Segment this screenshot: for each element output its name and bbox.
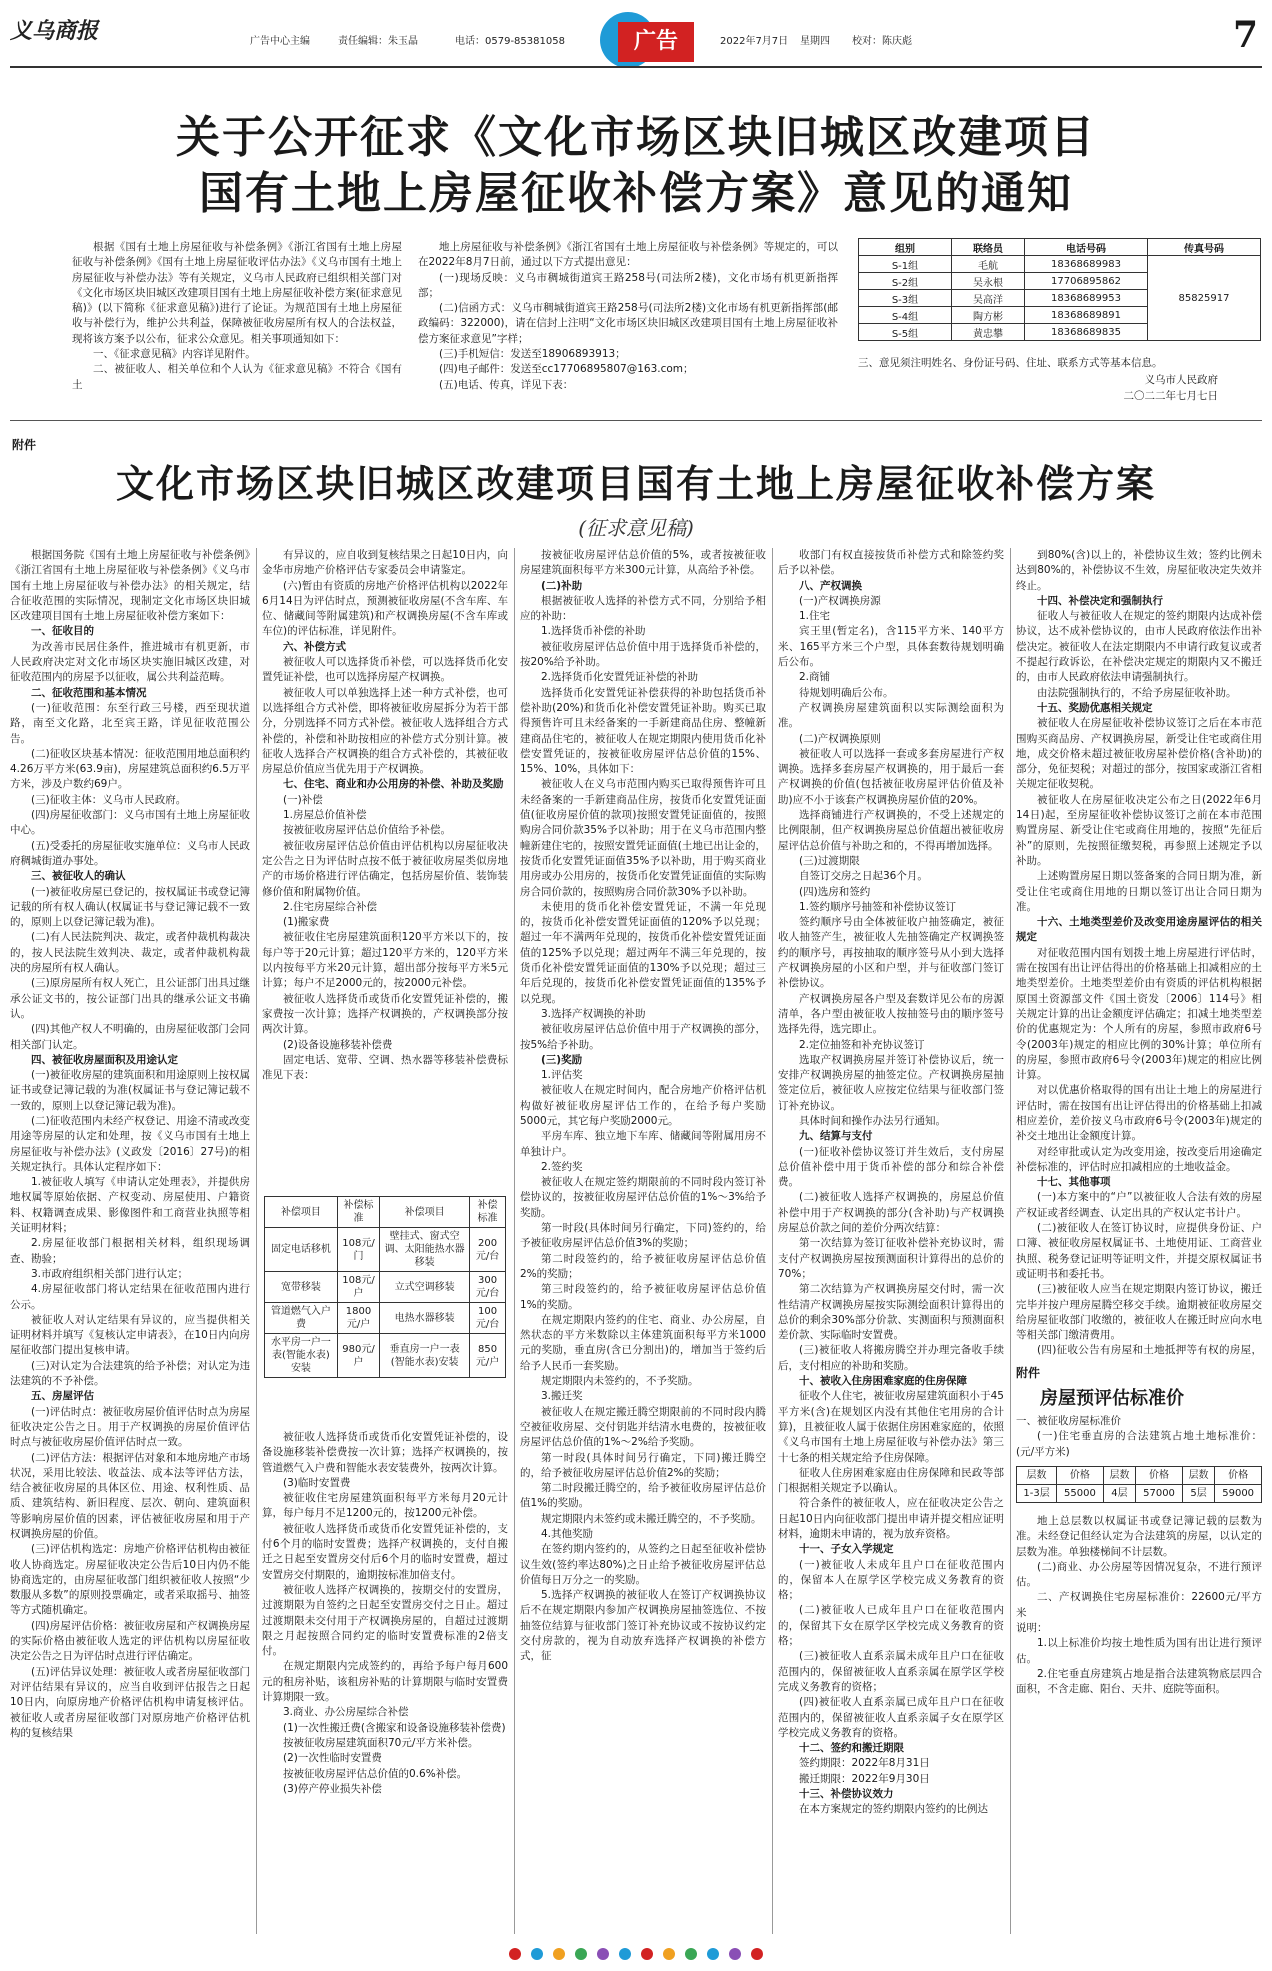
plan-heading: 七、住宅、商业和办公用房的补偿、补助及奖励 bbox=[283, 778, 504, 791]
table-header-cell: 传真号码 bbox=[1148, 239, 1261, 256]
table-cell: S-5组 bbox=[859, 324, 952, 341]
footer-dot bbox=[597, 1948, 609, 1960]
plan-paragraph: 被征收人在规定搬迁腾空期限前的不同时段内腾空被征收房屋、交付钥匙并结清水电费的，按被征收房屋评估总价值的1%～2%给予奖励。 bbox=[520, 1405, 766, 1449]
plan-paragraph: 签约顺序号由全体被征收户抽签确定，被征收人抽签产生，被征收人先抽签确定产权调换签约的顺序号，再按抽取的顺序签号从小到大选择产权调换房屋的小区和户型，并与征收部门签订补偿协议。 bbox=[778, 916, 1004, 990]
footer-dot bbox=[663, 1948, 675, 1960]
plan-heading: 二、征收范围和基本情况 bbox=[31, 686, 147, 699]
plan-column-2-cont bbox=[262, 1430, 508, 1934]
footer-dot bbox=[751, 1948, 763, 1960]
table-header-row bbox=[859, 239, 1261, 256]
plan-heading: 十一、子女入学规定 bbox=[799, 1543, 894, 1556]
plan-paragraph: 3.搬迁奖 bbox=[541, 1390, 583, 1403]
plan-paragraph: 2.选择货币化安置凭证补偿的补助 bbox=[541, 671, 699, 684]
plan-paragraph: (六)暂由有资质的房地产价格评估机构以2022年6月14日为评估时点，预测被征收房屋(不含车库、车位、储藏间等附属建筑)和产权调换房屋(不含车库或车位)的评估标准，详见附件。 bbox=[262, 579, 508, 638]
table-cell: 55000 bbox=[1057, 1485, 1104, 1503]
plan-paragraph: 收部门有权直接按货币补偿方式和除签约奖后予以补偿。 bbox=[778, 549, 1004, 577]
table-header-cell: 层数 bbox=[1182, 1467, 1214, 1485]
plan-paragraph: 征收个人住宅，被征收房屋建筑面积小于45平方米(含)在规划区内没有其他住宅用房的合计算)，且被征收人属于依据住房困难家庭的，依照《义乌市国有土地上房屋征收与补偿办法》第三十七条的相关规定给予住房保障。 bbox=[778, 1390, 1004, 1464]
plan-heading: (三)奖励 bbox=[541, 1053, 583, 1066]
table-cell: S-1组 bbox=[859, 256, 952, 273]
notice-column-1 bbox=[72, 240, 402, 402]
table-cell: 宽带移装 bbox=[265, 1272, 338, 1303]
plan-paragraph: (一)产权调换房源 bbox=[799, 594, 881, 607]
notice-title-line1: 关于公开征求《文化市场区块旧城区改建项目 bbox=[176, 112, 1096, 163]
table-row bbox=[859, 256, 1261, 273]
price-attachment-label: 附件 bbox=[1016, 1366, 1041, 1380]
plan-paragraph: 被征收人在规定签约期限前的不同时段内签订补偿协议的，按被征收房屋评估总价值的1%～3%给予奖励。 bbox=[520, 1176, 766, 1219]
notice-sign-org: 义乌市人民政府 bbox=[1144, 374, 1218, 386]
table-row bbox=[1017, 1485, 1262, 1503]
plan-paragraph: 上述购置房屋日期以签备案的合同日期为准，新受让住宅或商住用地的日期以签订出让合同日期为准。 bbox=[1016, 870, 1262, 913]
notice-title-line2: 国有土地上房屋征收补偿方案》意见的通知 bbox=[199, 168, 1073, 219]
table-header-cell: 补偿项目 bbox=[380, 1197, 470, 1228]
plan-paragraph: 4.房屋征收部门将认定结果在征收范围内进行公示。 bbox=[10, 1283, 250, 1311]
plan-paragraph: 第二时段搬迁腾空的，给予被征收房屋评估总价值1%的奖励。 bbox=[520, 1482, 766, 1510]
plan-paragraph: (2)设备设施移装补偿费 bbox=[283, 1038, 393, 1051]
table-cell: S-4组 bbox=[859, 307, 952, 324]
table-cell: 18368689891 bbox=[1025, 307, 1148, 324]
price-line: 一、被征收房屋标准价 bbox=[1016, 1415, 1121, 1427]
plan-paragraph: 按被征收房屋评估总价值的0.6%补偿。 bbox=[283, 1767, 468, 1780]
table-header-row bbox=[265, 1197, 506, 1228]
plan-heading: 十二、签约和搬迁期限 bbox=[799, 1742, 904, 1755]
price-table bbox=[1016, 1466, 1262, 1503]
table-cell: 980元/户 bbox=[337, 1334, 379, 1378]
footer-dot bbox=[531, 1948, 543, 1960]
plan-paragraph: (四)被征收人直系亲属已成年且户口在征收范围内的，保留被征收人直系亲属子女在原学区学校完成义务教育的资格。 bbox=[778, 1696, 1004, 1739]
plan-paragraph: (三)被征收人直系亲属未成年且户口在征收范围内的，保留被征收人直系亲属在原学区学校完成义务教育的资格； bbox=[778, 1650, 1004, 1693]
plan-paragraph: 1.被征收人填写《申请认定处理表》，并提供房地权属等原始依据、产权变动、房屋使用、户籍资料、权籍调查成果、影像图件和工商营业执照等相关证明材料； bbox=[10, 1176, 250, 1235]
table-cell: 4层 bbox=[1103, 1485, 1135, 1503]
notice-paragraph: 根据《国有土地上房屋征收与补偿条例》《浙江省国有土地上房屋征收与补偿条例》《国有土地上房屋征收评估办法》《义乌市国有土地上房屋征收与补偿办法》等有关规定，义乌市人民政府已组织相关部门对《文化市场区块旧城区改建项目国有土地上房屋征收补偿方案(征求意见稿)》(以下简称《征求意见稿》)进行了论证。为规范国有土地上房屋征收与补偿行为，维护公共利益，保障被征收房屋所有权人的合法权益，现将该方案予以公布，征求公众意见。相关事项通知如下： bbox=[72, 241, 402, 345]
plan-paragraph: (1)搬家费 bbox=[283, 916, 330, 929]
plan-paragraph: 对以优惠价格取得的国有出让土地上的房屋进行评估时，需在按国有出让评估得出的价格基础上扣减相应差价，差价按义乌市政府6号令(2003年)规定的补交土地出让金额度计算。 bbox=[1016, 1084, 1262, 1143]
plan-paragraph: (一)征收补偿协议签订并生效后，支付房屋总价值补偿中用于货币补偿的部分和综合补偿费。 bbox=[778, 1145, 1004, 1189]
table-cell: 吴永根 bbox=[952, 273, 1025, 290]
footer-dot bbox=[509, 1948, 521, 1960]
plan-title: 文化市场区块旧城区改建项目国有土地上房屋征收补偿方案 bbox=[115, 462, 1156, 506]
plan-subtitle: (征求意见稿) bbox=[578, 516, 694, 540]
plan-paragraph: (三)被征收人将搬房腾空并办理完备收手续后，支付相应的补助和奖励。 bbox=[778, 1344, 1004, 1372]
table-header-row bbox=[1017, 1467, 1262, 1485]
plan-paragraph: (二)产权调换原则 bbox=[799, 732, 881, 745]
header-rule bbox=[10, 66, 1262, 68]
plan-heading: 十五、奖励优惠相关规定 bbox=[1037, 701, 1153, 714]
plan-paragraph: 1.签约顺序号抽签和补偿协议签订 bbox=[799, 900, 957, 913]
table-header-cell: 价格 bbox=[1215, 1467, 1262, 1485]
plan-paragraph: 2.房屋征收部门根据相关材料，组织现场调查、勘验； bbox=[10, 1237, 250, 1265]
plan-paragraph: 被征收住宅房屋建筑面积120平方米以下的，按每户等于20元计算；超过120平方米的，120平方米以内按每平方米20元计算，超出部分按每平方米5元计算；每户不足2000元的，按2000元补偿。 bbox=[262, 931, 508, 990]
plan-paragraph: (五)受委托的房屋征收实施单位：义乌市人民政府稠城街道办事处。 bbox=[10, 839, 250, 867]
plan-paragraph: 被征收人对认定结果有异议的，应当提供相关证明材料并填写《复核认定申请表》，在10日内向房屋征收部门提出复核申请。 bbox=[10, 1313, 250, 1357]
notice-paragraph: (二)信函方式：义乌市稠城街道宾王路258号(司法所2楼)文化市场有机更新指挥部(邮政编码：322000)，请在信封上注明“文化市场区块旧城区改建项目国有土地上房屋征收补偿方案征求意见”字样； bbox=[418, 302, 838, 345]
notice-paragraph: (一)现场反映：义乌市稠城街道宾王路258号(司法所2楼)，文化市场有机更新指挥部； bbox=[418, 271, 838, 299]
plan-heading: 十、被收入住房困难家庭的住房保障 bbox=[799, 1375, 967, 1388]
table-cell: 吴高洋 bbox=[952, 290, 1025, 307]
table-cell: 18368689835 bbox=[1025, 324, 1148, 341]
price-title: 房屋预评估标准价 bbox=[1040, 1388, 1184, 1409]
notice-sign-date: 二〇二二年七月七日 bbox=[1123, 390, 1218, 402]
plan-paragraph: 1.评估奖 bbox=[541, 1069, 583, 1082]
plan-paragraph: (二)征收区块基本情况：征收范围用地总面积约4.26万平方米(63.9亩)，房屋建筑总面积约6.5万平方米，涉及户数约69户。 bbox=[10, 747, 250, 791]
table-cell: 108元/门 bbox=[337, 1228, 379, 1272]
price-paragraph: 二、产权调换住宅房屋标准价：22600元/平方米 bbox=[1016, 1591, 1262, 1619]
plan-heading: 六、补偿方式 bbox=[283, 640, 346, 653]
plan-heading: 五、房屋评估 bbox=[31, 1390, 94, 1403]
plan-heading: 三、被征收人的确认 bbox=[31, 870, 126, 883]
plan-paragraph: 按被征收房屋评估总价值给予补偿。 bbox=[283, 824, 451, 837]
price-note: 2.住宅垂直房建筑占地是指合法建筑物底层四合面积，不含走廊、阳台、天井、庭院等面积。 bbox=[1016, 1667, 1262, 1696]
plan-paragraph: 产权调换房屋各户型及套数详见公布的房源清单，各户型由被征收人按抽签号由的顺序签号选择先得，选完即止。 bbox=[778, 992, 1004, 1036]
plan-paragraph: 被征收人在房屋征收决定公布之日(2022年6月14日)起，至房屋征收补偿协议签订之前在本市范围购置房屋、新受让住宅或商住用地的，按照“先征后补”的原则，先按照征缴契税，再参照上述规定予以补助。 bbox=[1016, 793, 1262, 867]
plan-paragraph: 被征收人可以选择一套或多套房屋进行产权调换。选择多套房屋产权调换的，用于最后一套产权调换的价值(包括被征收房屋评估价值及补助)应不小于该套产权调换房屋价值的20%。 bbox=[778, 747, 1004, 806]
header-weekday: 星期四 bbox=[800, 36, 830, 47]
plan-heading: 十六、土地类型差价及改变用途房屋评估的相关规定 bbox=[1016, 916, 1262, 944]
notice-note bbox=[858, 356, 1218, 372]
plan-paragraph: (五)评估异议处理：被征收人或者房屋征收部门对评估结果有异议的，应当自收到评估报告之日起10日内，向原房地产价格评估机构申请复核评估。被征收人或者房屋征收部门对原房地产价格评估机构的复核结果 bbox=[10, 1665, 250, 1739]
plan-paragraph: 固定电话、宽带、空调、热水器等移装补偿费标准见下表： bbox=[262, 1053, 508, 1082]
plan-column-3 bbox=[520, 548, 766, 1934]
plan-heading: 九、结算与支付 bbox=[799, 1130, 873, 1143]
plan-paragraph: (3)停产停业损失补偿 bbox=[283, 1782, 382, 1795]
plan-paragraph: 第一时段(具体时间另行确定，下同)搬迁腾空的，给予被征收房屋评估总价值2%的奖励； bbox=[520, 1451, 766, 1479]
plan-paragraph: (一)被征收房屋的建筑面积和用途原则上按权属证书或登记簿记载的为准(权属证书与登记簿记载不一致的，原则上以登记簿记载为准)。 bbox=[10, 1069, 250, 1112]
plan-paragraph: 被征收房屋评估总价值中用于产权调换的部分，按5%给予补助。 bbox=[520, 1023, 766, 1051]
plan-paragraph: (二)被征收人在签订协议时，应提供身份证、户口簿、被征收房屋权属证书、土地使用证、工商营业执照、税务登记证明等证明文件，并提交原权属证书或证明书和委托书。 bbox=[1016, 1222, 1262, 1280]
table-cell: 59000 bbox=[1215, 1485, 1262, 1503]
plan-paragraph: 被征收人可以选择货币补偿，可以选择货币化安置凭证补偿，也可以选择房屋产权调换。 bbox=[262, 656, 508, 684]
plan-paragraph: 第一时段(具体时间另行确定，下同)签约的，给予被征收房屋评估总价值3%的奖励； bbox=[520, 1222, 766, 1250]
plan-heading: 十七、其他事项 bbox=[1037, 1176, 1111, 1189]
plan-paragraph: 具体时间和操作办法另行通知。 bbox=[799, 1114, 946, 1127]
table-cell: 300元/台 bbox=[470, 1272, 506, 1303]
plan-paragraph: 被征收人选择货币或货币化安置凭证补偿的，支付6个月的临时安置费；选择产权调换的，支付自搬迁之日起至安置房交付后6个月的临时安置费，超过安置房交付期限的，逾期按标准加倍支付。 bbox=[262, 1522, 508, 1581]
plan-paragraph: 2.商铺 bbox=[799, 671, 831, 684]
plan-paragraph: 由法院强制执行的，不给予房屋征收补助。 bbox=[1037, 686, 1237, 699]
plan-paragraph: 被征收房屋评估总价值中用于选择货币补偿的，按20%给予补助。 bbox=[520, 640, 766, 669]
plan-paragraph: 根据被征收人选择的补偿方式不同，分别给予相应的补助： bbox=[520, 594, 766, 623]
plan-paragraph: 2.住宅房屋综合补偿 bbox=[283, 900, 378, 913]
column-divider bbox=[1010, 548, 1011, 1934]
table-cell: 18368689983 bbox=[1025, 256, 1148, 273]
price-notes bbox=[1016, 1514, 1262, 1934]
header-editor: 责任编辑：朱玉晶 bbox=[338, 36, 418, 47]
plan-paragraph: 按被征收房屋建筑面积70元/平方米补偿。 bbox=[283, 1736, 479, 1749]
plan-paragraph: 自签订交房之日起36个月。 bbox=[799, 870, 928, 883]
footer-dot bbox=[685, 1948, 697, 1960]
page-number: 7 bbox=[1232, 14, 1258, 56]
table-header-cell: 层数 bbox=[1017, 1467, 1057, 1485]
plan-paragraph: (一)本方案中的“户”以被征收人合法有效的房屋产权证或者经调查、认定出具的产权认定书计户。 bbox=[1016, 1191, 1262, 1219]
footer-decoration bbox=[0, 1944, 1272, 1964]
table-header-cell: 补偿标准 bbox=[337, 1197, 379, 1228]
table-cell: 200元/台 bbox=[470, 1228, 506, 1272]
plan-paragraph: 1.住宅 bbox=[799, 610, 831, 623]
table-cell: 管道燃气入户费 bbox=[265, 1303, 338, 1334]
table-cell: 1800元/户 bbox=[337, 1303, 379, 1334]
plan-paragraph: 在规定期限内完成签约的，再给予每户每月600元的租房补贴，该租房补贴的计算期限与临时安置费计算期限一致。 bbox=[262, 1660, 508, 1704]
section-badge: 广告 bbox=[618, 22, 694, 62]
price-note-title: 说明： bbox=[1016, 1622, 1048, 1635]
plan-heading: (二)补助 bbox=[541, 579, 583, 592]
plan-paragraph: (三)评估机构选定：房地产价格评估机构由被征收人协商选定。房屋征收决定公告后10日内仍不能协商选定的，由房屋征收部门组织被征收人按照“少数服从多数”的原则投票确定，或者采取摇号、抽签等方式随机确定。 bbox=[10, 1543, 250, 1617]
footer-dot bbox=[707, 1948, 719, 1960]
plan-paragraph: 签约期限：2022年8月31日 bbox=[799, 1757, 930, 1770]
plan-paragraph: (四)房屋评估价格：被征收房屋和产权调换房屋的实际价格由被征收人选定的评估机构以房屋征收决定公告之日为评估时点进行评估确定。 bbox=[10, 1619, 250, 1663]
notice-paragraph: 一、《征求意见稿》内容详见附件。 bbox=[93, 348, 256, 361]
footer-dot bbox=[575, 1948, 587, 1960]
plan-paragraph: 产权调换房屋建筑面积以实际测绘面积为准。 bbox=[778, 701, 1004, 730]
table-cell: 17706895862 bbox=[1025, 273, 1148, 290]
table-header-cell: 联络员 bbox=[952, 239, 1025, 256]
plan-paragraph: 有异议的，应自收到复核结果之日起10日内，向金华市房地产价格评估专家委员会申请鉴定。 bbox=[262, 549, 508, 577]
plan-paragraph: 第一次结算为签订征收补偿补充协议时，需支付产权调换房屋按预测面积计算得出的总价的70%； bbox=[778, 1237, 1004, 1280]
table-cell: 18368689953 bbox=[1025, 290, 1148, 307]
plan-paragraph: 征收人与被征收人在规定的签约期限内达成补偿协议，达不成补偿协议的，由市人民政府依法作出补偿决定。被征收人在法定期限内不申请行政复议或者不提起行政诉讼，在补偿决定规定的期限内又不搬迁的，由市人民政府依法申请强制执行。 bbox=[1016, 610, 1262, 684]
plan-paragraph: (3)临时安置费 bbox=[283, 1476, 351, 1489]
plan-paragraph: (四)房屋征收部门：义乌市国有土地上房屋征收中心。 bbox=[10, 809, 250, 837]
table-cell: 108元/户 bbox=[337, 1272, 379, 1303]
table-header-cell: 组别 bbox=[859, 239, 952, 256]
table-cell: 57000 bbox=[1136, 1485, 1183, 1503]
plan-paragraph: 4.其他奖励 bbox=[541, 1528, 594, 1540]
plan-paragraph: 3.市政府组织相关部门进行认定； bbox=[31, 1267, 189, 1280]
table-cell: 固定电话移机 bbox=[265, 1228, 338, 1272]
table-cell: 立式空调移装 bbox=[380, 1272, 470, 1303]
plan-paragraph: 选择商铺进行产权调换的，不受上述规定的比例限制，但产权调换房屋总价值超出被征收房屋评估总价值与补助之和的，不得再增加选择。 bbox=[778, 809, 1004, 852]
footer-dot bbox=[729, 1948, 741, 1960]
plan-paragraph: 被征收人在房屋征收补偿协议签订之后在本市范围购买商品房、产权调换房屋，新受让住宅或商住用地，成交价格未超过被征收房屋补偿价格(含补助)的部分，免征契税；对超过的部分，按国家或浙江省相关规定征收契税。 bbox=[1016, 717, 1262, 791]
plan-paragraph: (一)补偿 bbox=[283, 793, 323, 806]
plan-paragraph: (三)被征收人应当在规定期限内签订协议，搬迁完毕并按户理房屋腾空移交手续。逾期被征收房屋交给房屋征收部门收缴的，被征收人在搬迁时应向水电等相关部门缴清费用。 bbox=[1016, 1283, 1262, 1342]
table-header-cell: 价格 bbox=[1136, 1467, 1183, 1485]
plan-paragraph: 1.房屋总价值补偿 bbox=[283, 809, 367, 822]
plan-paragraph: (三)征收主体：义乌市人民政府。 bbox=[31, 793, 187, 806]
plan-paragraph: 被征收人可以单独选择上述一种方式补偿，也可以选择组合方式补偿，即将被征收房屋拆分为若干部分，分别选择不同方式补偿。被征收人选择组合方式补偿的，补偿和补助按相应的补偿方式分别计算。被征收人选择合产权调换的组合方式补偿的，其被征收房屋总价值应当优先用于产权调换。 bbox=[262, 686, 508, 776]
plan-paragraph: 被征收人选择产权调换的，按期交付的安置房，过渡期限为自签约之日起至安置房交付之日止。超过过渡期限未交付用于产权调换房屋的，自超过过渡期限之月起按照合同约定的临时安置费标准的2倍支付。 bbox=[262, 1583, 508, 1658]
plan-paragraph: 未使用的货币化补偿安置凭证，不满一年兑现的，按货币化补偿安置凭证面值的120%予以兑现；超过一年不满两年兑现的，按货币化补偿安置凭证面值的125%予以兑现；超过两年不满三年兑现的，按货币化补偿安置凭证面值的130%予以兑现；超过三年后兑现的，按货币化补偿安置凭证面值的135%予以兑现。 bbox=[520, 900, 766, 1005]
plan-paragraph: 2.签约奖 bbox=[541, 1160, 583, 1173]
plan-column-2 bbox=[262, 548, 508, 1188]
footer-dot bbox=[553, 1948, 565, 1960]
table-header-cell: 价格 bbox=[1057, 1467, 1104, 1485]
footer-dot bbox=[641, 1948, 653, 1960]
notice-paragraph: (三)手机短信：发送至18906893913； bbox=[439, 348, 626, 361]
table-header-cell: 补偿标准 bbox=[470, 1197, 506, 1228]
section-divider bbox=[10, 420, 1262, 421]
plan-paragraph: 在本方案规定的签约期限内签约的比例达 bbox=[799, 1803, 988, 1816]
table-cell: 毛航 bbox=[952, 256, 1025, 273]
plan-paragraph: 宾王里(暂定名)，含115平方米、140平方米、165平方米三个户型，具体套数待规划明确后公布。 bbox=[778, 625, 1004, 669]
column-divider bbox=[256, 548, 257, 1934]
plan-paragraph: 在规定期限内签约的住宅、商业、办公房屋，自然状态的平方米数除以主体建筑面积每平方米1000元的奖励，垂直房(含已分割出)的，增加当于签约后给予人民币一套奖励。 bbox=[520, 1313, 766, 1372]
notice-note-text: 三、意见须注明姓名、身份证号码、住址、联系方式等基本信息。 bbox=[858, 357, 1163, 369]
plan-paragraph: 规定期限内未签约的，不予奖励。 bbox=[541, 1375, 699, 1388]
table-row bbox=[265, 1272, 506, 1303]
plan-paragraph: (一)评估时点：被征收房屋价值评估时点为房屋征收决定公告之日。用于产权调换的房屋价值评估时点与被征收房屋价值评估时点一致。 bbox=[10, 1405, 250, 1449]
notice-paragraph: 地上房屋征收与补偿条例》《浙江省国有土地上房屋征收与补偿条例》等规定的，可以在2022年8月7日前，通过以下方式提出意见： bbox=[418, 241, 838, 269]
plan-paragraph: 对征收范围内国有划拨土地上房屋进行评估时，需在按国有出让评估得出的价格基础上扣减相应的土地类型差价。土地类型差价由有资质的评估机构根据原国土资源部文件《国土资发〔2006〕114号》相关规定计算的出让金额度评估确定；扣减土地类型差价的优惠规定为：个人所有的房屋，参照市政府6号令(2003年)规定的相应比例的30%计算；单位所有的房屋，参照市政府6号令(2003年)规定的相应比例计算。 bbox=[1016, 946, 1262, 1082]
table-cell: 100元/台 bbox=[470, 1303, 506, 1334]
plan-column-1 bbox=[10, 548, 250, 1934]
header-phone: 电话：0579-85381058 bbox=[455, 36, 565, 47]
plan-paragraph: 搬迁期限：2022年9月30日 bbox=[799, 1772, 930, 1785]
price-intro bbox=[1016, 1414, 1262, 1460]
header-editor-chief: 广告中心主编 bbox=[250, 36, 310, 47]
table-row bbox=[265, 1334, 506, 1378]
header-date: 2022年7月7日 bbox=[720, 36, 789, 47]
contact-table bbox=[858, 238, 1261, 341]
table-cell: S-2组 bbox=[859, 273, 952, 290]
plan-heading: 十四、补偿决定和强制执行 bbox=[1037, 594, 1163, 607]
plan-paragraph: 选择货币化安置凭证补偿获得的补助包括货币补偿补助(20%)和货币化补偿安置凭证补助。购买已取得预售许可且未经备案的一手新建商品住房、整幢新建商品住宅的，被征收人在规定期限内使用货币化补偿安置凭证的，按被征收房屋评估总价值的15%、15%、10%，具体如下： bbox=[520, 686, 766, 776]
plan-paragraph: 征收人住房困难家庭由住房保障和民政等部门根据相关规定予以确认。 bbox=[778, 1466, 1004, 1495]
table-cell: 850元/户 bbox=[470, 1334, 506, 1378]
footer-dot bbox=[619, 1948, 631, 1960]
plan-paragraph: 被征收房屋评估总价值由评估机构以房屋征收决定公告之日为评估时点按不低于被征收房屋类似房地产的市场价格进行评估确定，包括房屋价值、装饰装修价值和附属物价值。 bbox=[262, 839, 508, 898]
table-cell: 壁挂式、窗式空调、太阳能热水器移装 bbox=[380, 1228, 470, 1272]
equipment-compensation-table bbox=[264, 1196, 506, 1378]
plan-paragraph: (二)评估方法：根据评估对象和本地房地产市场状况，采用比较法、收益法、成本法等评估方法，结合被征收房屋的具体区位、用途、权利性质、品质、建筑结构、新旧程度、层次、朝向、建筑面积等影响房屋价值的因素，评估被征收房屋和用于产权调换房屋的价值。 bbox=[10, 1451, 250, 1540]
plan-paragraph: (四)征收公告有房屋和土地抵押等有权的房屋， bbox=[1037, 1344, 1262, 1356]
plan-paragraph: (四)选房和签约 bbox=[799, 885, 871, 898]
price-note: 1.以上标准价均按土地性质为国有出让进行预评估。 bbox=[1016, 1637, 1262, 1665]
table-cell: 1-3层 bbox=[1017, 1485, 1057, 1503]
plan-paragraph: 根据国务院《国有土地上房屋征收与补偿条例》《浙江省国有土地上房屋征收与补偿条例》《义乌市国有土地上房屋征收与补偿办法》的相关规定，结合征收范围的实际情况，现制定文化市场区块旧城区改建项目国有土地上房屋征收补偿方案如下： bbox=[10, 549, 250, 623]
plan-paragraph: (三)原房屋所有权人死亡，且公证部门出具过继承公证文书的，按公证部门出具的继承公证文书确认。 bbox=[10, 977, 250, 1020]
notice-column-2 bbox=[418, 240, 838, 402]
table-cell: 5层 bbox=[1182, 1485, 1214, 1503]
plan-paragraph: (四)其他产权人不明确的，由房屋征收部门会同相关部门认定。 bbox=[10, 1023, 250, 1051]
plan-heading: 四、被征收房屋面积及用途认定 bbox=[31, 1053, 178, 1066]
price-paragraph: 地上总层数以权属证书或登记簿记载的层数为准。未经登记但经认定为合法建筑的房屋，以认定的层数为准。单独楼梯间不计层数。 bbox=[1016, 1515, 1262, 1558]
plan-paragraph: (一)被征收人未成年且户口在征收范围内的，保留本人在原学区学校完成义务教育的资格； bbox=[778, 1558, 1004, 1602]
price-line: (一)住宅垂直房的合法建筑占地土地标准价：(元/平方米) bbox=[1016, 1430, 1262, 1458]
plan-heading: 十三、补偿协议效力 bbox=[799, 1788, 894, 1801]
notice-paragraph: (四)电子邮件：发送至cc17706895807@163.com； bbox=[439, 363, 694, 376]
plan-paragraph: 平房车库、独立地下车库、储藏间等附属用房不单独计户。 bbox=[520, 1130, 766, 1158]
masthead-logo: 义乌商报 bbox=[10, 18, 99, 44]
plan-paragraph: 3.选择产权调换的补助 bbox=[541, 1007, 646, 1020]
notice-paragraph: 二、被征收人、相关单位和个人认为《征求意见稿》不符合《国有土 bbox=[72, 363, 402, 391]
plan-heading: 一、征收目的 bbox=[31, 625, 94, 638]
column-divider bbox=[772, 548, 773, 1934]
table-row bbox=[265, 1303, 506, 1334]
plan-paragraph: (一)征收范围：东至行政三号楼，西至现状道路，南至文化路，北至宾王路，详见征收范围公告。 bbox=[10, 701, 250, 745]
plan-paragraph: 按被征收房屋评估总价值的5%，或者按被征收房屋建筑面积每平方米300元计算，从高给予补偿。 bbox=[520, 549, 766, 577]
plan-paragraph: 符合条件的被征收人，应在征收决定公告之日起10日内向征收部门提出申请并提交相应证明材料，逾期未申请的，视为放弃资格。 bbox=[778, 1497, 1004, 1540]
notice-paragraph: (五)电话、传真，详见下表： bbox=[439, 378, 574, 391]
plan-paragraph: 2.定位抽签和补充协议签订 bbox=[799, 1038, 925, 1051]
table-cell: 电热水器移装 bbox=[380, 1303, 470, 1334]
plan-paragraph: 在签约期内签约的，从签约之日起至征收补偿协议生效(签约率达80%)之日止给予被征收房屋评估总价值每日万分之一的奖励。 bbox=[520, 1543, 766, 1586]
plan-paragraph: (二)有人民法院判决、裁定，或者仲裁机构裁决的，按人民法院生效判决、裁定，或者仲裁机构裁决的房屋所有权人确认。 bbox=[10, 931, 250, 975]
plan-paragraph: 为改善市民居住条件，推进城市有机更新，市人民政府决定对文化市场区块实施旧城区改建，对征收范围内的房屋予以征收，属公共利益范畴。 bbox=[10, 640, 250, 684]
plan-paragraph: 1.选择货币补偿的补助 bbox=[541, 625, 646, 638]
table-cell: S-3组 bbox=[859, 290, 952, 307]
plan-paragraph: (1)一次性搬迁费(含搬家和设备设施移装补偿费) bbox=[283, 1721, 506, 1734]
plan-paragraph: 被征收人在义乌市范围内购买已取得预售许可且未经备案的一手新建商品住房，按货币化安置凭证面值(征收房屋价值的款项)按照安置凭证面值的，按照购房合同价款35%予以补助；用于在义乌市范围内整幢新建住宅的，按照安置凭证面值(土地已出让金的，按货币化安置凭证面值35%予以补助，用于购买商业用房或办公用房的，按货币化安置凭证面值的实际购房合同价款的，按照购房合同价款30%予以补助。 bbox=[520, 778, 766, 898]
plan-paragraph: (三)对认定为合法建筑的给予补偿；对认定为违法建筑的不予补偿。 bbox=[10, 1359, 250, 1388]
plan-attachment-label: 附件 bbox=[12, 438, 37, 452]
plan-paragraph: 5.选择产权调换的被征收人在签订产权调换协议后不在规定期限内参加产权调换房屋抽签选位、不按抽签位结算与征收部门签订补充协议或不按协议约定交付房款的，视为自动放弃选择产权调换的补偿方式，征 bbox=[520, 1589, 766, 1663]
plan-paragraph: 选取产权调换房屋并签订补偿协议后，统一安排产权调换房屋的抽签定位。产权调换房屋抽签定位后，被征收人应按定位结果与征收部门签订补充协议。 bbox=[778, 1053, 1004, 1112]
table-header-cell: 层数 bbox=[1103, 1467, 1135, 1485]
plan-paragraph: 第二次结算为产权调换房屋交付时，需一次性结清产权调换房屋按实际测绘面积计算得出的总价的剩余30%部分价款、实测面积与预测面积差价款、实际临时安置费。 bbox=[778, 1283, 1004, 1342]
plan-paragraph: 3.商业、办公房屋综合补偿 bbox=[283, 1706, 409, 1719]
plan-paragraph: 被征收人选择货币或货币化安置凭证补偿的，搬家费按一次计算；选择产权调换的，产权调换部分按两次计算。 bbox=[262, 992, 508, 1036]
plan-paragraph: (一)被征收房屋已登记的，按权属证书或登记簿记载的所有权人确认(权属证书与登记簿记载不一致的，原则上以登记簿记载为准)。 bbox=[10, 885, 250, 929]
table-cell: 黄忠攀 bbox=[952, 324, 1025, 341]
plan-paragraph: 被征收人选择货币或货币化安置凭证补偿的，设备设施移装补偿费按一次计算；选择产权调换的，按管道燃气入户费和智能水表安装费外，按两次计算。 bbox=[262, 1431, 508, 1474]
plan-paragraph: 规定期限内未签约或未搬迁腾空的，不予奖励。 bbox=[541, 1512, 762, 1525]
table-cell: 垂直房一户一表(智能水表)安装 bbox=[380, 1334, 470, 1378]
plan-paragraph: (二)被征收人选择产权调换的，房屋总价值补偿中用于产权调换的部分(含补助)与产权调换房屋总价款之间的差价分两次结算： bbox=[778, 1191, 1004, 1235]
plan-paragraph: (三)过渡期限 bbox=[799, 854, 860, 867]
plan-paragraph: 被征收人在规定时间内，配合房地产价格评估机构做好被征收房屋评估工作的，在给予每户奖励5000元，其它每户奖励2000元。 bbox=[520, 1084, 766, 1127]
plan-column-4 bbox=[778, 548, 1004, 1934]
plan-paragraph: 到80%(含)以上的，补偿协议生效；签约比例未达到80%的，补偿协议不生效，房屋征收决定失效并终止。 bbox=[1016, 549, 1262, 592]
table-row bbox=[265, 1228, 506, 1272]
table-cell: 陶方彬 bbox=[952, 307, 1025, 324]
header-proofreader: 校对：陈庆彪 bbox=[852, 36, 912, 47]
plan-paragraph: 被征收住宅房屋建筑面积每平方米每月20元计算，每户每月不足1200元的，按1200元补偿。 bbox=[262, 1492, 508, 1520]
plan-heading: 八、产权调换 bbox=[799, 579, 862, 592]
price-paragraph: (二)商业、办公房屋等因情况复杂，不进行预评估。 bbox=[1016, 1560, 1262, 1589]
table-header-cell: 补偿项目 bbox=[265, 1197, 338, 1228]
plan-paragraph: 待规划明确后公布。 bbox=[799, 686, 894, 699]
plan-paragraph: 对经审批或认定为改变用途，按改变后用途确定补偿标准的，评估时应扣减相应的土地收益金。 bbox=[1016, 1145, 1262, 1173]
plan-column-5 bbox=[1016, 548, 1262, 1356]
plan-paragraph: (二)征收范围内未经产权登记、用途不清或改变用途等房屋的认定和处理，按《义乌市国有土地上房屋征收与补偿办法》(义政发〔2016〕27号)的相关规定执行。具体认定程序如下： bbox=[10, 1114, 250, 1173]
plan-paragraph: (2)一次性临时安置费 bbox=[283, 1752, 382, 1765]
plan-paragraph: 第三时段签约的，给予被征收房屋评估总价值1%的奖励。 bbox=[520, 1283, 766, 1311]
plan-paragraph: 第二时段签约的，给予被征收房屋评估总价值2%的奖励； bbox=[520, 1252, 766, 1280]
column-divider bbox=[514, 548, 515, 1934]
table-header-cell: 电话号码 bbox=[1025, 239, 1148, 256]
fax-cell: 85825917 bbox=[1148, 256, 1261, 341]
table-cell: 水平房一户一表(智能水表)安装 bbox=[265, 1334, 338, 1378]
plan-paragraph: (二)被征收人已成年且户口在征收范围内的，保留其下女在原学区学校完成义务教育的资格； bbox=[778, 1604, 1004, 1648]
